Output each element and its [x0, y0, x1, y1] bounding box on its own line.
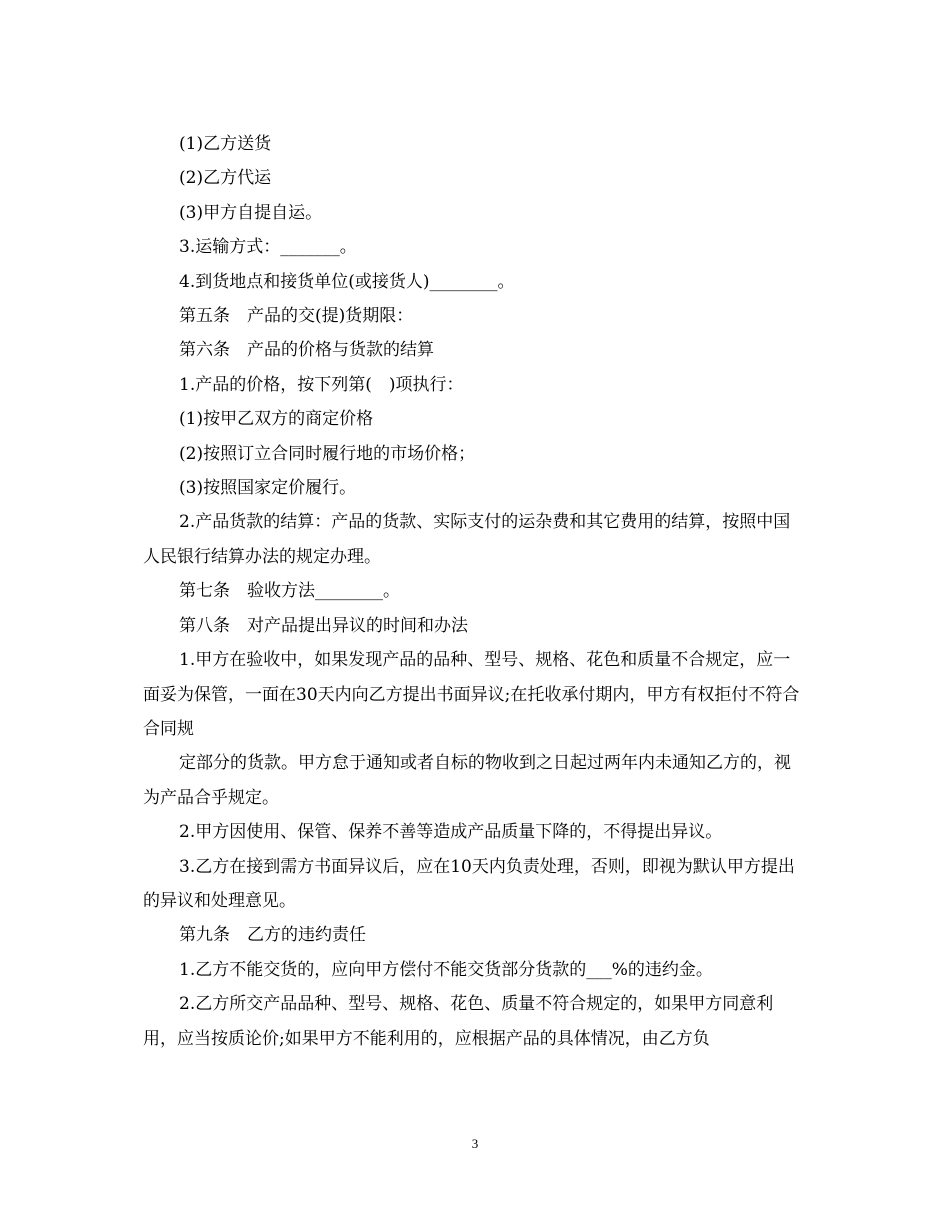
paragraph-improper-use: 2.甲方因使用、保管、保养不善等造成产品质量下降的，不得提出异议。	[179, 822, 723, 843]
page-number: 3	[471, 1136, 479, 1151]
paragraph-self-pickup: (3)甲方自提自运。	[179, 202, 323, 223]
paragraph-transport-method: 3.运输方式：_______。	[179, 237, 357, 258]
paragraph-shipping-by-seller: (2)乙方代运	[179, 168, 272, 189]
article-6-heading: 第六条 产品的价格与货款的结算	[179, 340, 434, 361]
document-body	[143, 127, 803, 1056]
paragraph-non-delivery-penalty: 1.乙方不能交货的，应向甲方偿付不能交货部分货款的___%的违约金。	[179, 959, 713, 980]
paragraph-negotiated-price: (1)按甲乙双方的商定价格	[179, 409, 374, 430]
paragraph-market-price: (2)按照订立合同时履行地的市场价格；	[179, 443, 476, 464]
paragraph-delivery-location: 4.到货地点和接货单位(或接货人)________。	[179, 271, 515, 292]
paragraph-state-price: (3)按照国家定价履行。	[179, 478, 357, 499]
paragraph-nonconforming-goods: 2.乙方所交产品品种、型号、规格、花色、质量不符合规定的，如果甲方同意利用，应当按质论价;如果甲方不能利用的，应根据产品的具体情况，由乙方负	[143, 994, 774, 1049]
paragraph-objection-inspection: 1.甲方在验收中，如果发现产品的品种、型号、规格、花色和质量不合规定，应一面妥为保管，一面在30天内向乙方提出书面异议;在托收承付期内，甲方有权拒付不符合合同规	[143, 650, 800, 739]
article-7-heading: 第七条 验收方法________。	[179, 581, 400, 602]
paragraph-objection-handling: 3.乙方在接到需方书面异议后，应在10天内负责处理，否则，即视为默认甲方提出的异议和处理意见。	[143, 856, 795, 911]
paragraph-delivery-by-seller: (1)乙方送货	[179, 134, 272, 154]
article-8-heading: 第八条 对产品提出异议的时间和办法	[179, 615, 468, 636]
paragraph-objection-continued: 定部分的货款。甲方怠于通知或者自标的物收到之日起过两年内未通知乙方的，视为产品合乎规定。	[143, 753, 791, 808]
article-5-heading: 第五条 产品的交(提)货期限：	[179, 306, 414, 327]
article-9-heading: 第九条 乙方的违约责任	[179, 925, 366, 946]
paragraph-price-clause: 1.产品的价格，按下列第( )项执行：	[179, 374, 464, 395]
paragraph-payment-settlement: 2.产品货款的结算：产品的货款、实际支付的运杂费和其它费用的结算，按照中国人民银行结算办法的规定办理。	[143, 512, 791, 567]
